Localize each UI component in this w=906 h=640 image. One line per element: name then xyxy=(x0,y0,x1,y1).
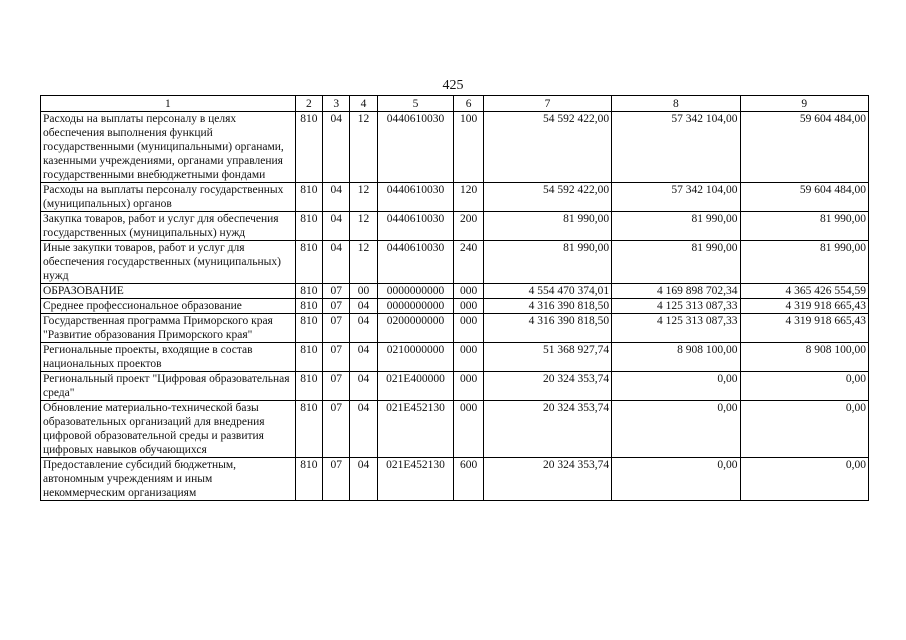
header-cell: 4 xyxy=(350,96,377,112)
col-6-code: 000 xyxy=(454,284,483,299)
col-3-code: 07 xyxy=(323,343,350,372)
amount-col-7: 54 592 422,00 xyxy=(483,183,611,212)
amount-col-8: 4 125 313 087,33 xyxy=(612,299,740,314)
row-name: Государственная программа Приморского края "Развитие образования Приморского края" xyxy=(41,314,296,343)
row-name: Обновление материально-технической базы образовательных организаций для внедрения цифровой образовательной среды и развития цифровых навыков обучающихся xyxy=(41,401,296,458)
amount-col-8: 8 908 100,00 xyxy=(612,343,740,372)
amount-col-8: 4 169 898 702,34 xyxy=(612,284,740,299)
col-2-code: 810 xyxy=(295,372,322,401)
row-name: Региональный проект "Цифровая образовательная среда" xyxy=(41,372,296,401)
col-5-code: 0200000000 xyxy=(377,314,454,343)
col-5-code: 0000000000 xyxy=(377,284,454,299)
col-2-code: 810 xyxy=(295,284,322,299)
row-name: Иные закупки товаров, работ и услуг для обеспечения государственных (муниципальных) нужд xyxy=(41,241,296,284)
amount-col-7: 20 324 353,74 xyxy=(483,372,611,401)
table-row xyxy=(41,112,869,183)
amount-col-9: 0,00 xyxy=(740,372,868,401)
amount-col-9: 4 319 918 665,43 xyxy=(740,314,868,343)
col-6-code: 240 xyxy=(454,241,483,284)
header-cell: 5 xyxy=(377,96,454,112)
col-6-code: 000 xyxy=(454,314,483,343)
table-row xyxy=(41,372,869,401)
col-3-code: 07 xyxy=(323,299,350,314)
col-5-code: 0210000000 xyxy=(377,343,454,372)
page-number: 425 xyxy=(442,78,464,93)
table-row xyxy=(41,241,869,284)
header-row xyxy=(41,96,869,112)
col-2-code: 810 xyxy=(295,112,322,183)
row-name: Предоставление субсидий бюджетным, автономным учреждениям и иным некоммерческим организациям xyxy=(41,458,296,501)
amount-col-7: 4 316 390 818,50 xyxy=(483,314,611,343)
col-5-code: 021E452130 xyxy=(377,458,454,501)
col-3-code: 04 xyxy=(323,212,350,241)
col-3-code: 04 xyxy=(323,183,350,212)
col-6-code: 000 xyxy=(454,401,483,458)
col-2-code: 810 xyxy=(295,212,322,241)
col-3-code: 07 xyxy=(323,372,350,401)
col-4-code: 04 xyxy=(350,299,377,314)
col-5-code: 021E452130 xyxy=(377,401,454,458)
table-row xyxy=(41,299,869,314)
col-3-code: 07 xyxy=(323,314,350,343)
row-name: Среднее профессиональное образование xyxy=(41,299,296,314)
col-6-code: 100 xyxy=(454,112,483,183)
amount-col-7: 51 368 927,74 xyxy=(483,343,611,372)
amount-col-8: 0,00 xyxy=(612,401,740,458)
amount-col-9: 0,00 xyxy=(740,401,868,458)
col-6-code: 000 xyxy=(454,372,483,401)
col-6-code: 600 xyxy=(454,458,483,501)
header-cell: 1 xyxy=(41,96,296,112)
col-5-code: 0440610030 xyxy=(377,112,454,183)
col-3-code: 04 xyxy=(323,112,350,183)
col-4-code: 12 xyxy=(350,241,377,284)
col-2-code: 810 xyxy=(295,299,322,314)
row-name: Закупка товаров, работ и услуг для обеспечения государственных (муниципальных) нужд xyxy=(41,212,296,241)
col-2-code: 810 xyxy=(295,183,322,212)
row-name: Расходы на выплаты персоналу государственных (муниципальных) органов xyxy=(41,183,296,212)
col-6-code: 200 xyxy=(454,212,483,241)
col-6-code: 120 xyxy=(454,183,483,212)
amount-col-9: 8 908 100,00 xyxy=(740,343,868,372)
col-5-code: 021E400000 xyxy=(377,372,454,401)
col-5-code: 0000000000 xyxy=(377,299,454,314)
header-cell: 3 xyxy=(323,96,350,112)
amount-col-7: 20 324 353,74 xyxy=(483,401,611,458)
col-2-code: 810 xyxy=(295,314,322,343)
amount-col-9: 59 604 484,00 xyxy=(740,112,868,183)
budget-table xyxy=(40,95,869,501)
header-cell: 7 xyxy=(483,96,611,112)
header-cell: 2 xyxy=(295,96,322,112)
col-4-code: 00 xyxy=(350,284,377,299)
header-cell: 8 xyxy=(612,96,740,112)
col-4-code: 12 xyxy=(350,183,377,212)
amount-col-7: 81 990,00 xyxy=(483,241,611,284)
table-row xyxy=(41,212,869,241)
amount-col-9: 4 365 426 554,59 xyxy=(740,284,868,299)
col-4-code: 04 xyxy=(350,458,377,501)
amount-col-8: 81 990,00 xyxy=(612,241,740,284)
amount-col-8: 0,00 xyxy=(612,458,740,501)
col-3-code: 04 xyxy=(323,241,350,284)
amount-col-8: 57 342 104,00 xyxy=(612,183,740,212)
col-2-code: 810 xyxy=(295,343,322,372)
row-name: ОБРАЗОВАНИЕ xyxy=(41,284,296,299)
row-name: Расходы на выплаты персоналу в целях обеспечения выполнения функций государственными (муниципальными) органами, казенными учреждениями, органами управления государственными внебюджетными фондами xyxy=(41,112,296,183)
amount-col-8: 57 342 104,00 xyxy=(612,112,740,183)
col-5-code: 0440610030 xyxy=(377,241,454,284)
col-2-code: 810 xyxy=(295,458,322,501)
table-row xyxy=(41,314,869,343)
amount-col-9: 0,00 xyxy=(740,458,868,501)
col-2-code: 810 xyxy=(295,401,322,458)
table-row xyxy=(41,458,869,501)
col-4-code: 12 xyxy=(350,212,377,241)
amount-col-7: 4 554 470 374,01 xyxy=(483,284,611,299)
table-row xyxy=(41,183,869,212)
col-4-code: 04 xyxy=(350,314,377,343)
amount-col-9: 81 990,00 xyxy=(740,241,868,284)
header-cell: 6 xyxy=(454,96,483,112)
col-4-code: 04 xyxy=(350,401,377,458)
col-5-code: 0440610030 xyxy=(377,183,454,212)
col-6-code: 000 xyxy=(454,299,483,314)
amount-col-7: 4 316 390 818,50 xyxy=(483,299,611,314)
col-3-code: 07 xyxy=(323,458,350,501)
amount-col-9: 81 990,00 xyxy=(740,212,868,241)
col-2-code: 810 xyxy=(295,241,322,284)
col-3-code: 07 xyxy=(323,284,350,299)
amount-col-8: 81 990,00 xyxy=(612,212,740,241)
col-4-code: 04 xyxy=(350,343,377,372)
col-4-code: 04 xyxy=(350,372,377,401)
table-row xyxy=(41,401,869,458)
table-row xyxy=(41,343,869,372)
header-cell: 9 xyxy=(740,96,868,112)
table-row xyxy=(41,284,869,299)
amount-col-7: 81 990,00 xyxy=(483,212,611,241)
row-name: Региональные проекты, входящие в состав национальных проектов xyxy=(41,343,296,372)
amount-col-7: 54 592 422,00 xyxy=(483,112,611,183)
amount-col-7: 20 324 353,74 xyxy=(483,458,611,501)
col-3-code: 07 xyxy=(323,401,350,458)
col-6-code: 000 xyxy=(454,343,483,372)
amount-col-9: 59 604 484,00 xyxy=(740,183,868,212)
amount-col-8: 4 125 313 087,33 xyxy=(612,314,740,343)
amount-col-9: 4 319 918 665,43 xyxy=(740,299,868,314)
col-4-code: 12 xyxy=(350,112,377,183)
amount-col-8: 0,00 xyxy=(612,372,740,401)
col-5-code: 0440610030 xyxy=(377,212,454,241)
